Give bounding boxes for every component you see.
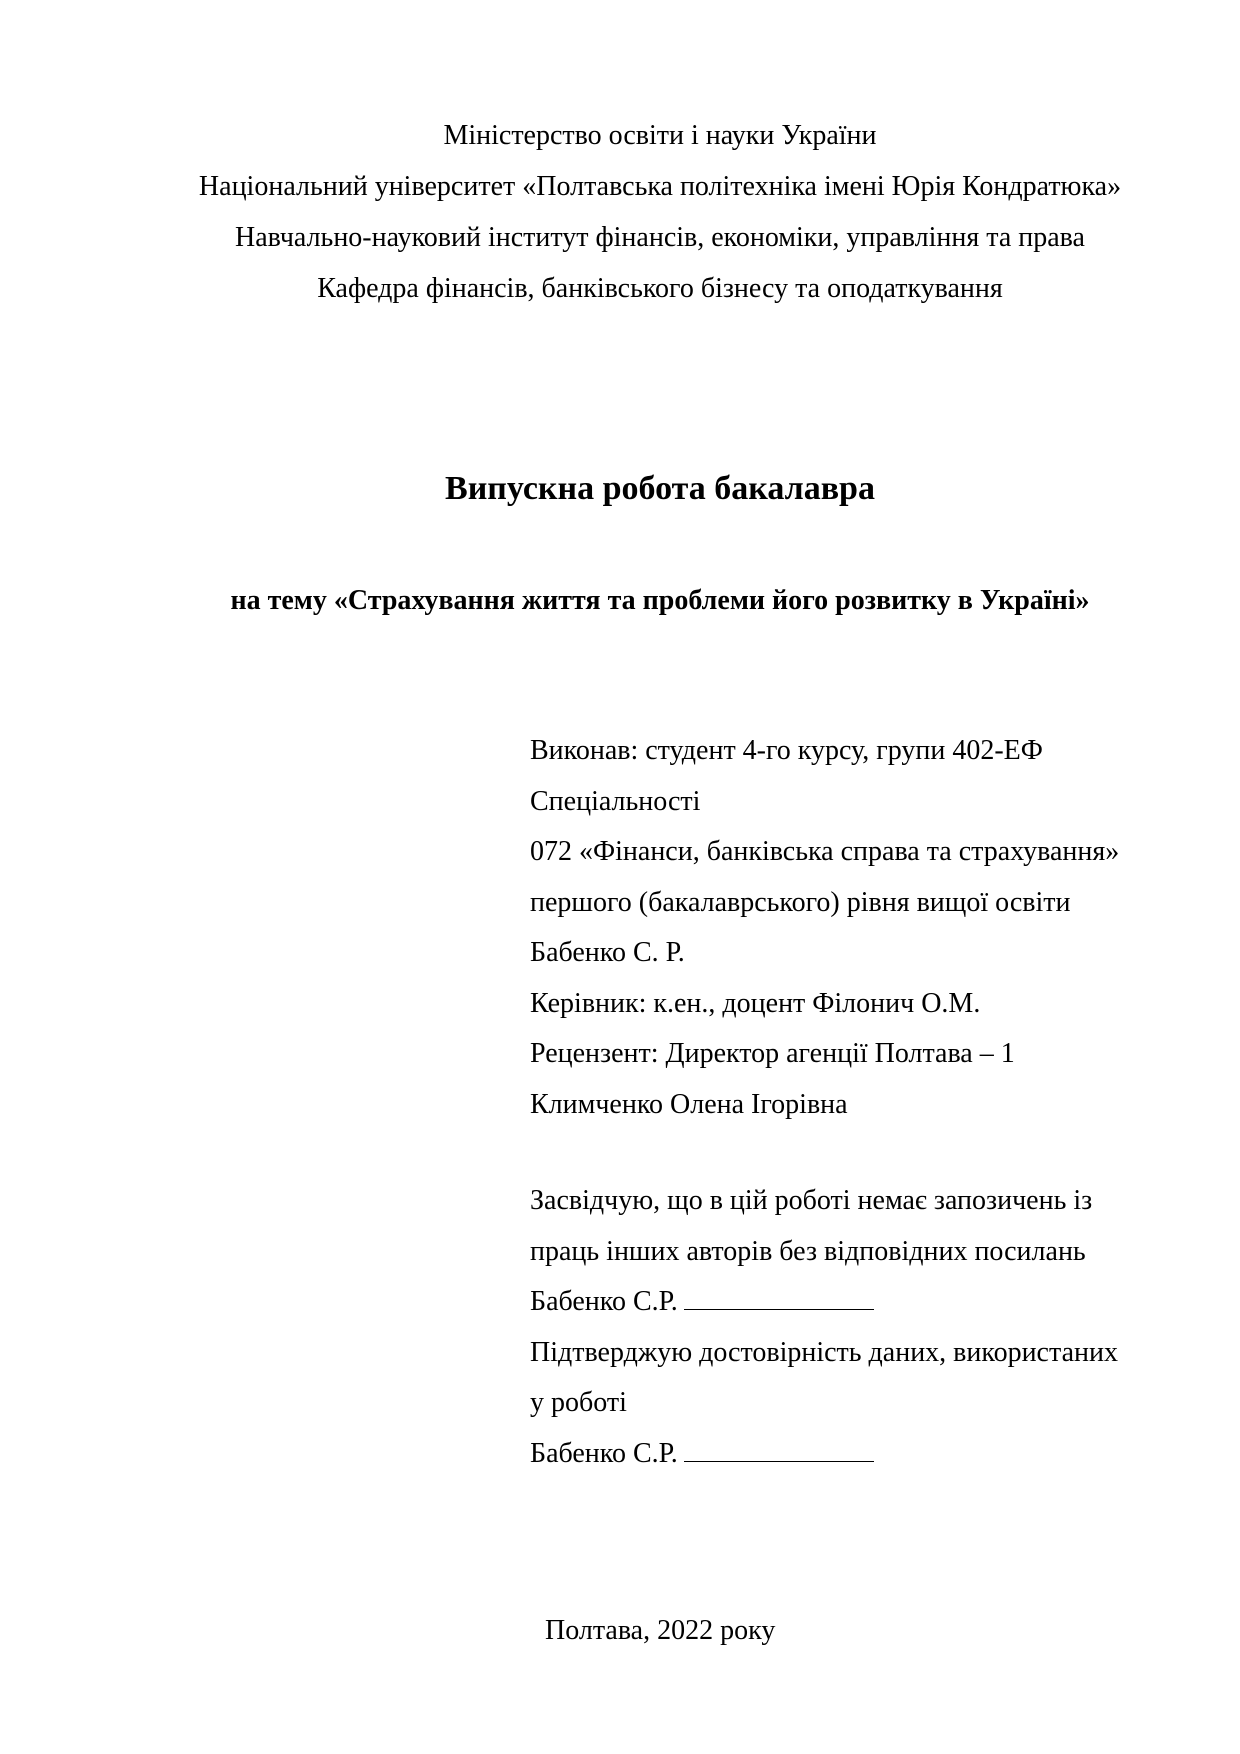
reviewer-line: Рецензент: Директор агенції Полтава – 1: [530, 1038, 1015, 1069]
author-info-block: [530, 726, 1170, 1130]
signature-1-name: Бабенко С.Р.: [530, 1286, 678, 1317]
institute-name: Навчально-науковий інститут фінансів, економіки, управління та права: [235, 222, 1085, 253]
student-name: Бабенко С. Р.: [530, 937, 685, 968]
signature-2-name: Бабенко С.Р.: [530, 1437, 678, 1469]
department-name: Кафедра фінансів, банківського бізнесу та оподаткування: [317, 273, 1003, 304]
speciality-label: Спеціальності: [530, 785, 701, 817]
ministry-name: Міністерство освіти і науки України: [443, 120, 877, 151]
place-year: Полтава, 2022 року: [545, 1615, 776, 1646]
signature-row-1: [530, 1277, 1170, 1328]
signature-2-line: [684, 1460, 874, 1462]
thesis-topic: на тему «Страхування життя та проблеми його розвитку в Україні»: [230, 585, 1090, 616]
education-level-line: першого (бакалаврського) рівня вищої освіти: [530, 886, 1071, 918]
header-block: [0, 110, 1240, 314]
certification-block: [530, 1176, 1170, 1479]
confirm-line-1: Підтверджую достовірність даних, використаних: [530, 1336, 1118, 1368]
signature-row-2: [530, 1429, 1170, 1480]
statement-line-2: праць інших авторів без відповідних посилань: [530, 1235, 1086, 1267]
supervisor-line: Керівник: к.ен., доцент Філонич О.М.: [530, 987, 981, 1019]
document-title: Випускна робота бакалавра: [445, 470, 875, 507]
university-name: Національний університет «Полтавська політехніка імені Юрія Кондратюка»: [198, 171, 1122, 202]
signature-1-line: [684, 1308, 874, 1310]
reviewer-name: Климченко Олена Ігорівна: [530, 1088, 848, 1120]
statement-line-1: Засвідчую, що в цій роботі немає запозичень із: [530, 1185, 1093, 1216]
speciality-line: 072 «Фінанси, банківська справа та страхування»: [530, 836, 1120, 867]
confirm-line-2: у роботі: [530, 1387, 627, 1418]
performer-line: Виконав: студент 4-го курсу, групи 402-ЕФ: [530, 735, 1043, 766]
